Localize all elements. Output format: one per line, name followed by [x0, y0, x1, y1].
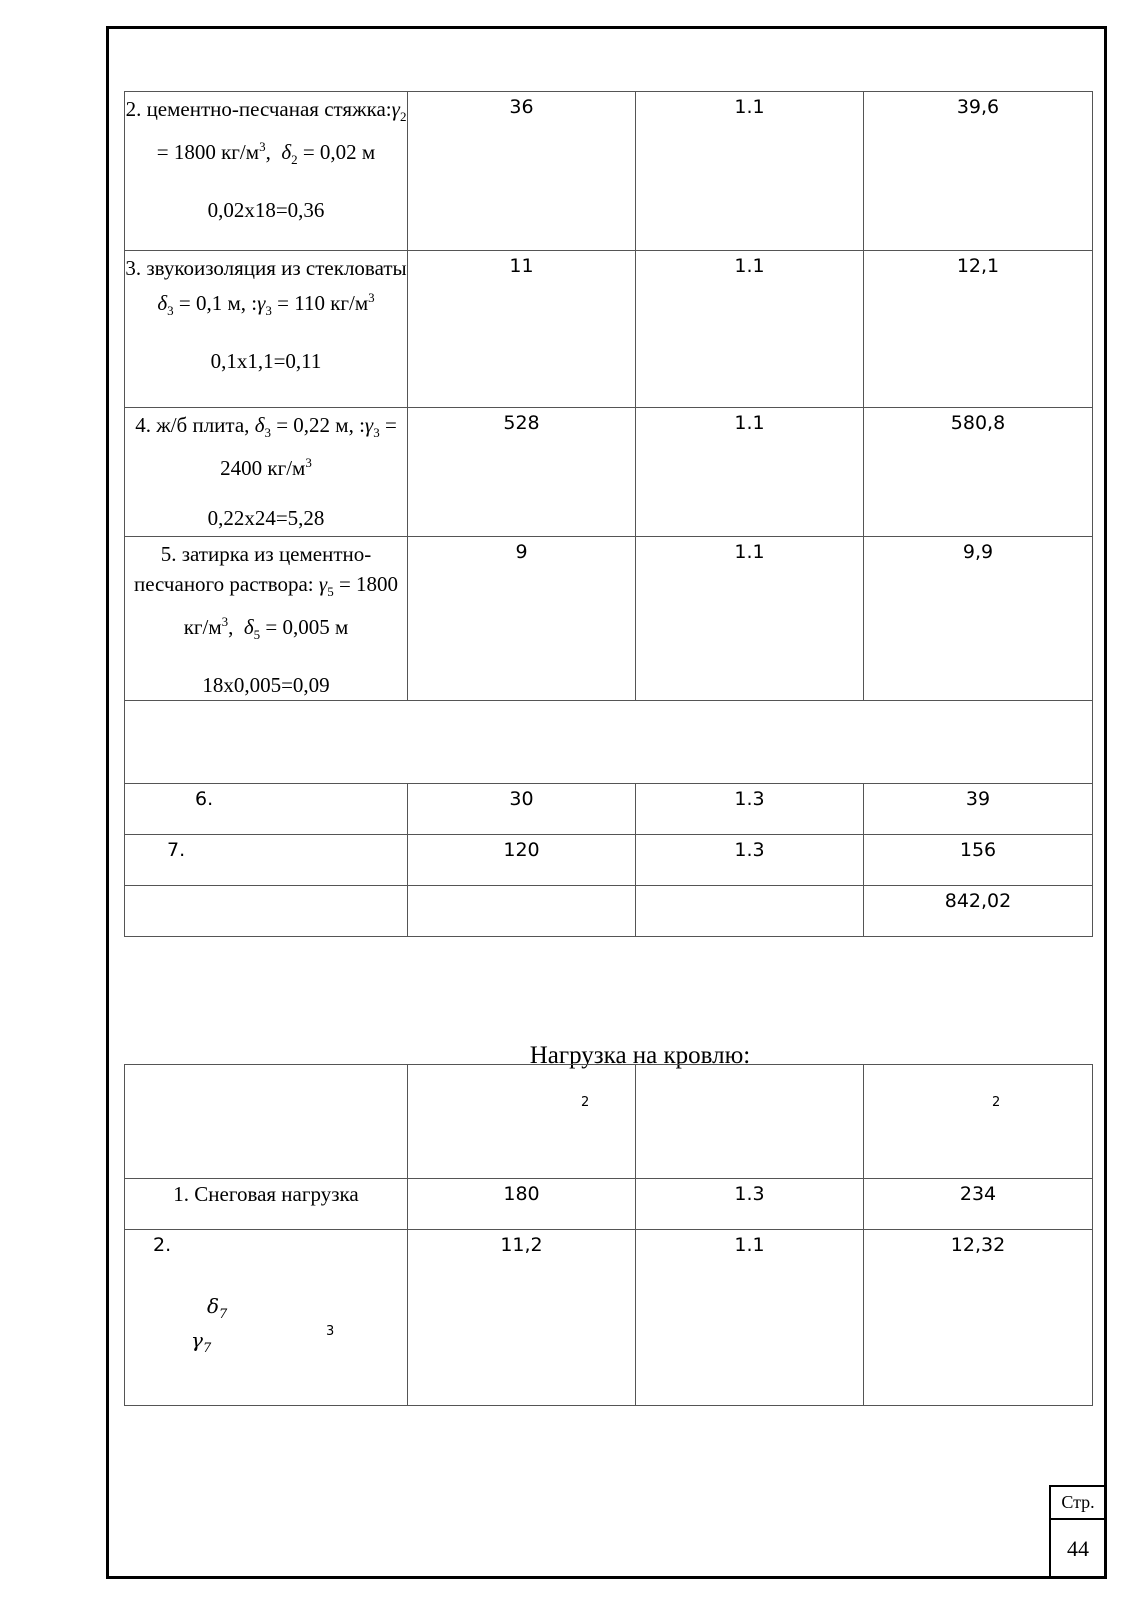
table-row [125, 251, 1093, 408]
table-row [125, 835, 1093, 886]
design-load: 156 [959, 839, 997, 862]
safety-factor: 1.1 [734, 1234, 765, 1256]
table-row [125, 92, 1093, 251]
unit-superscript: 2 [581, 1095, 590, 1110]
safety-factor: 1.3 [734, 788, 765, 811]
table-row [125, 1230, 1093, 1406]
delta-symbol: $\delta_7$ [207, 1294, 228, 1322]
load-table-roof [124, 1064, 1093, 1406]
layer-description: 3. звукоизоляция из стекловаты $\delta_3 = 0,1$ м, $:\gamma_3 = 110$ $кг/м^3$ 0,1х1,1=0,11 [125, 256, 407, 374]
page-number: 44 [1049, 1518, 1107, 1579]
table-row [125, 1179, 1093, 1230]
normative-load: 30 [509, 788, 534, 811]
table-row-blank [125, 701, 1093, 784]
table-row [125, 537, 1093, 701]
normative-load: 180 [503, 1183, 540, 1205]
table-row [125, 408, 1093, 537]
safety-factor: 1.1 [734, 255, 765, 277]
page-label: Стр. [1049, 1485, 1107, 1520]
table-row [125, 784, 1093, 835]
design-load: 12,1 [956, 255, 1000, 277]
unit-superscript: 2 [992, 1095, 1001, 1110]
gamma-symbol: $\gamma_7$ [191, 1328, 212, 1356]
row-label: 1. Снеговая нагрузка [173, 1182, 359, 1206]
normative-load: 528 [503, 412, 540, 434]
normative-load: 36 [509, 96, 534, 118]
row-label: 7. [167, 839, 186, 862]
layer-description: 4. ж/б плита, $\delta_3 = 0,22$ м, $:\gamma_3 = 2400$ $кг/м^3$ 0,22х24=5,28 [135, 413, 397, 531]
safety-factor: 1.1 [734, 541, 765, 563]
row-label: 6. [195, 788, 214, 811]
section-title: Нагрузка на кровлю: [529, 1042, 751, 1069]
design-load: 12,32 [950, 1234, 1006, 1256]
table-header-row [125, 1065, 1093, 1179]
total-load: 842,02 [944, 890, 1012, 913]
table-row-total [125, 886, 1093, 937]
design-load: 39,6 [956, 96, 1000, 118]
layer-description: 5. затирка из цементно-песчаного раствора: $\gamma_5 = 1800$ $кг/м^3$, $\delta_5 = 0,005$ м 18х0,005=0,09 [133, 542, 399, 698]
safety-factor: 1.3 [734, 839, 765, 862]
safety-factor: 1.1 [734, 96, 765, 118]
design-load: 39 [965, 788, 991, 811]
load-table-floor [124, 91, 1093, 937]
design-load: 234 [959, 1183, 997, 1205]
design-load: 9,9 [962, 541, 994, 563]
layer-description: 2. цементно-песчаная $стяжка:\gamma_2 = 1800$ $кг/м^3$, $\delta_2 = 0,02$ м 0,02х18=0,36 [125, 97, 407, 223]
unit-superscript: 3 [326, 1324, 335, 1339]
normative-load: 120 [503, 839, 540, 862]
normative-load: 11,2 [500, 1234, 543, 1256]
safety-factor: 1.1 [734, 412, 765, 434]
row-label: 2. [153, 1234, 172, 1256]
normative-load: 9 [515, 541, 528, 563]
design-load: 580,8 [950, 412, 1006, 434]
safety-factor: 1.3 [734, 1183, 765, 1205]
normative-load: 11 [509, 255, 534, 277]
